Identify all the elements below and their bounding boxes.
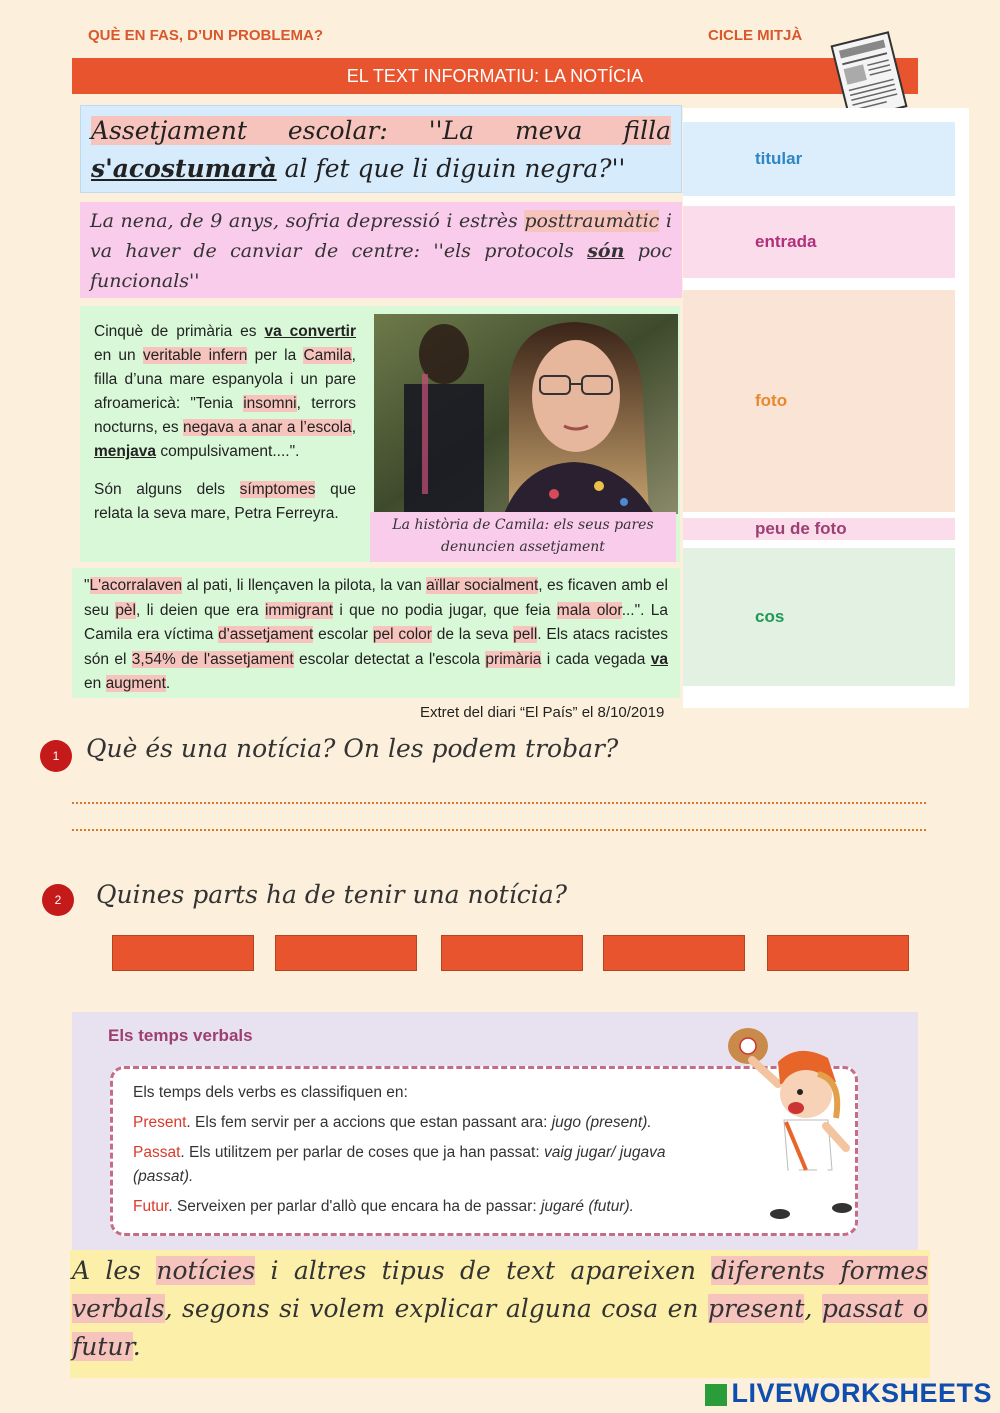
headline-underlined-verb: s'acostumarà <box>91 154 277 183</box>
conclusion-text <box>70 1250 930 1378</box>
news-parts-panel <box>683 108 969 708</box>
news-body-part-2 <box>72 568 680 698</box>
lead-text-b: i va haver de canviar de centre: ''els protocols <box>90 210 672 262</box>
answer-box-2[interactable] <box>275 935 417 971</box>
c-highlight-1: L'acorralaven <box>89 577 183 594</box>
lead-text-a: La nena, de 9 anys, sofria depressió i estrès <box>90 210 525 232</box>
past-term: Passat <box>133 1144 181 1161</box>
present-example: jugo (present). <box>551 1114 652 1131</box>
c-highlight-3: pèl <box>115 601 136 619</box>
c-highlight-10: primària <box>485 650 542 668</box>
body-paragraph-2 <box>94 478 356 526</box>
answer-box-3[interactable] <box>441 935 583 971</box>
news-headline <box>80 105 682 193</box>
b2-text-b: que relata la seva mare, Petra Ferreyra. <box>94 481 357 522</box>
b1-underlined-1: va convertir <box>264 323 356 340</box>
label-foto-text: foto <box>755 391 788 410</box>
past-text: . Els utilitzem per parlar de coses que ja han passat: <box>180 1144 544 1161</box>
future-term: Futur <box>133 1198 169 1215</box>
lead-text-c: poc funcionals'' <box>90 240 672 292</box>
conclusion-text-b: i altres tipus de text apareixen <box>255 1256 712 1285</box>
question-2-text: Quines parts ha de tenir una notícia? <box>96 880 568 909</box>
b1-highlight-2: Camila <box>303 347 352 364</box>
label-peu-de-foto <box>683 518 955 540</box>
label-foto <box>683 290 955 512</box>
b1-text-a: Cinquè de primària es <box>94 323 265 340</box>
c-highlight-9: 3,54% de l'assetjament <box>131 650 294 668</box>
logo-icon <box>705 1384 727 1406</box>
b1-highlight-1: veritable infern <box>142 347 248 364</box>
c-highlight-4: immigrant <box>264 601 334 619</box>
b1-text-g: compulsivament....". <box>156 443 300 460</box>
question-2-number: 2 <box>42 884 74 916</box>
conclusion-text-e: . <box>132 1332 141 1361</box>
question-1-number: 1 <box>40 740 72 772</box>
conclusion-highlight-3: present <box>707 1294 805 1323</box>
past-line <box>133 1141 693 1189</box>
label-peu-text: peu de foto <box>755 519 847 538</box>
label-cos <box>683 548 955 686</box>
baseball-player-illustration <box>718 1022 858 1222</box>
headline-part-2: al fet que li diguin negra?'' <box>276 154 626 183</box>
b1-text-e: , terrors nocturns, es <box>94 395 356 436</box>
conclusion-highlight-1: notícies <box>156 1256 256 1285</box>
c-text-f: ...". La Camila era víctima <box>84 601 668 643</box>
c-highlight-11: augment <box>105 675 166 692</box>
conclusion-text-d: , <box>804 1294 822 1323</box>
b1-text-d: , filla d’una mare espanyola i un pare afroamericà: "Tenia <box>94 347 356 412</box>
photo-caption: La història de Camila: els seus pares denuncien assetjament <box>370 512 676 562</box>
c-text-l: en <box>84 675 106 692</box>
lead-underlined-verb: són <box>587 240 625 262</box>
c-highlight-6: d'assetjament <box>218 626 314 643</box>
conclusion-text-c: , segons si volem explicar alguna cosa en <box>164 1294 708 1323</box>
answer-line-1[interactable] <box>72 802 926 804</box>
label-entrada-text: entrada <box>755 232 817 251</box>
cycle-label: CICLE MITJÀ <box>708 27 803 44</box>
label-titular <box>683 122 955 196</box>
verb-intro: Els temps dels verbs es classifiquen en: <box>133 1084 408 1101</box>
c-text-a: " <box>84 577 90 594</box>
b1-underlined-2: menjava <box>94 443 157 460</box>
news-lead <box>80 202 682 298</box>
b1-highlight-3: insomni <box>243 395 297 412</box>
lead-highlight: posttraumàtic <box>524 210 660 232</box>
c-text-d: , li deien que era <box>136 601 265 619</box>
c-text-e: i que no podia jugar, que feia <box>333 601 557 619</box>
source-citation: Extret del diari “El País” el 8/10/2019 <box>420 704 665 721</box>
c-text-i: . Els atacs racistes són el <box>84 626 668 668</box>
c-text-k: i cada vegada <box>541 650 651 668</box>
conclusion-highlight-4: passat o futur <box>72 1294 928 1361</box>
label-titular-text: titular <box>755 149 803 168</box>
future-example: jugaré (futur). <box>540 1198 634 1215</box>
c-highlight-7: pel color <box>372 626 432 643</box>
c-text-m: . <box>165 675 171 692</box>
present-term: Present <box>133 1114 187 1131</box>
c-text-b: al pati, li llençaven la pilota, la van <box>182 577 427 594</box>
b2-text-a: Són alguns dels <box>94 481 240 498</box>
verb-tenses-section <box>72 1012 918 1254</box>
past-example: vaig jugar/ jugava (passat). <box>133 1144 666 1185</box>
c-highlight-8: pell <box>513 626 538 643</box>
b1-highlight-4: negava a anar a l’escola <box>183 419 352 436</box>
c-text-g: escolar <box>313 626 373 643</box>
verb-tenses-title: Els temps verbals <box>108 1026 253 1045</box>
answer-box-1[interactable] <box>112 935 254 971</box>
body-paragraph-1 <box>94 320 356 464</box>
b1-text-b: en un <box>94 347 143 364</box>
question-1-text: Què és una notícia? On les podem trobar? <box>86 734 619 763</box>
c-highlight-2: aïllar socialment <box>426 577 539 594</box>
logo-text: LIVEWORKSHEETS <box>731 1378 992 1408</box>
future-text: . Serveixen per parlar d'allò que encara ha de passar: <box>168 1198 541 1215</box>
c-text-j: escolar detectat a l'escola <box>293 650 486 668</box>
present-text: . Els fem servir per a accions que estan passant ara: <box>186 1114 552 1131</box>
b2-highlight: símptomes <box>239 481 316 498</box>
label-entrada <box>683 206 955 278</box>
b1-text-c: per la <box>247 347 304 364</box>
c-text-h: de la seva <box>431 626 514 643</box>
label-cos-text: cos <box>755 607 785 626</box>
answer-box-4[interactable] <box>603 935 745 971</box>
news-photo <box>374 314 678 514</box>
answer-box-5[interactable] <box>767 935 909 971</box>
c-highlight-5: mala olor <box>556 601 622 619</box>
news-body-part-1 <box>80 306 370 562</box>
conclusion-text-a: A les <box>72 1256 157 1285</box>
c-underlined-verb: va <box>650 650 668 668</box>
answer-line-2[interactable] <box>72 829 926 831</box>
liveworksheets-logo <box>705 1378 992 1409</box>
c-text-c: , es ficaven amb el seu <box>84 577 668 619</box>
b1-text-f: , <box>351 419 356 436</box>
conclusion-highlight-2: diferents formes verbals <box>72 1256 928 1323</box>
page-title-banner: EL TEXT INFORMATIU: LA NOTÍCIA <box>72 58 918 94</box>
worksheet-unit-title: QUÈ EN FAS, D’UN PROBLEMA? <box>88 27 324 44</box>
headline-part-1: Assetjament escolar: ''La meva filla <box>91 116 671 145</box>
